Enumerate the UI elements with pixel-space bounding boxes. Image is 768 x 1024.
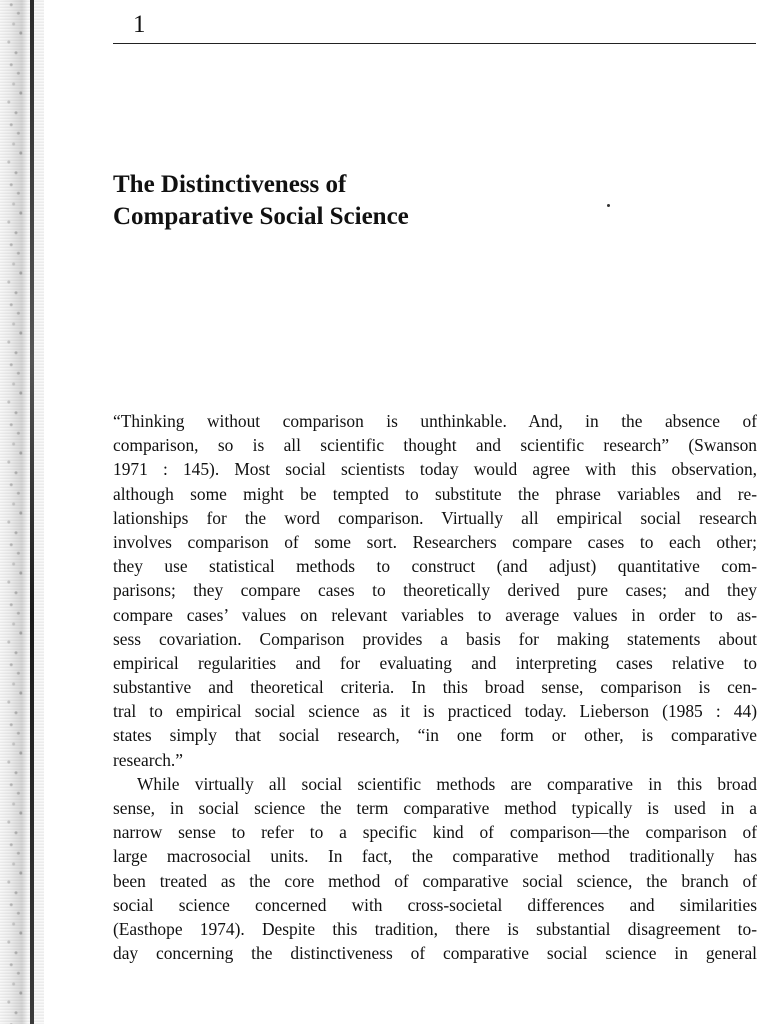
text-line: parisons; they compare cases to theoretically derived pure cases; and they [113, 580, 757, 601]
header-rule [113, 43, 756, 44]
text-line: empirical regularities and for evaluating and interpreting cases relative to [113, 652, 757, 673]
text-line: compare cases’ values on relevant variables to average values in order to as- [113, 604, 757, 625]
text-line: social science concerned with cross-societal differences and similarities [113, 894, 757, 915]
text-line: although some might be tempted to substitute the phrase variables and re- [113, 483, 757, 504]
body-paragraphs [113, 409, 757, 965]
text-line: they use statistical methods to construct (and adjust) quantitative com- [113, 556, 757, 577]
text-line: states simply that social research, “in one form or other, is comparative [113, 725, 757, 746]
text-line: 1971 : 145). Most social scientists today would agree with this observation, [113, 459, 757, 480]
text-line: day concerning the distinctiveness of comparative social science in general [113, 943, 757, 964]
text-line: “Thinking without comparison is unthinkable. And, in the absence of [113, 411, 757, 431]
text-line: While virtually all social scientific methods are comparative in this broad [137, 773, 757, 794]
text-line: comparison, so is all scientific thought and scientific research” (Swanson [113, 435, 757, 456]
scan-dot [607, 204, 610, 207]
scan-speckle [4, 0, 28, 1024]
text-line: substantive and theoretical criteria. In this broad sense, comparison is cen- [113, 677, 757, 698]
chapter-title-line-2: Comparative Social Science [113, 203, 409, 230]
text-line: tral to empirical social science as it is practiced today. Lieberson (1985 : 44) [113, 701, 757, 722]
text-line: lationships for the word comparison. Virtually all empirical social research [113, 507, 757, 528]
chapter-title [113, 169, 673, 233]
text-line: sess covariation. Comparison provides a basis for making statements about [113, 628, 757, 649]
page-number: 1 [133, 11, 146, 38]
binding-line [30, 0, 34, 1024]
chapter-title-line-1: The Distinctiveness of [113, 171, 347, 198]
text-line: involves comparison of some sort. Researchers compare cases to each other; [113, 531, 757, 552]
text-line: (Easthope 1974). Despite this tradition, there is substantial disagreement to- [113, 918, 757, 939]
text-line: been treated as the core method of comparative social science, the branch of [113, 870, 757, 891]
text-line: large macrosocial units. In fact, the comparative method traditionally has [113, 846, 757, 867]
text-line: narrow sense to refer to a specific kind of comparison—the comparison of [113, 822, 757, 843]
text-line: sense, in social science the term comparative method typically is used in a [113, 798, 757, 818]
text-line: research.” [113, 749, 183, 770]
